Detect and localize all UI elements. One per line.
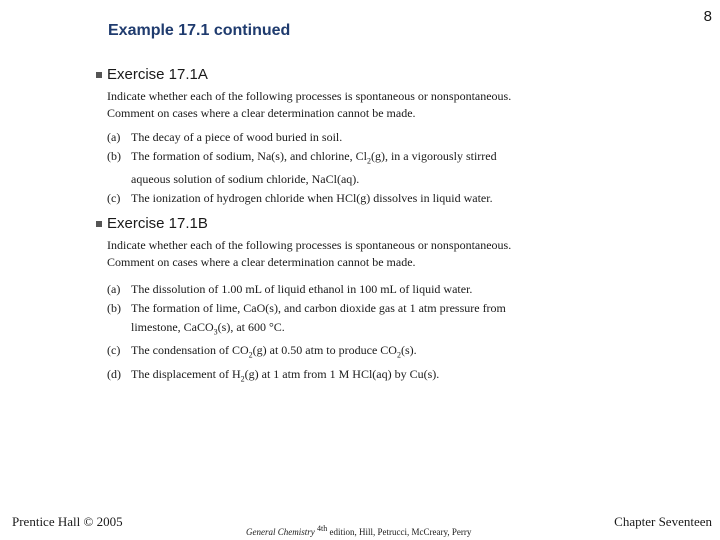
intro-line: Comment on cases where a clear determination cannot be made. bbox=[107, 106, 416, 120]
subscript: 2 bbox=[396, 350, 401, 360]
item-label: (a) bbox=[107, 130, 121, 144]
item-text bbox=[131, 365, 587, 388]
exercise-b-intro bbox=[107, 237, 587, 271]
page-number: 8 bbox=[703, 8, 712, 25]
edition-superscript: 4th bbox=[317, 524, 328, 533]
subscript: 2 bbox=[248, 350, 253, 360]
text-part: The formation of lime, CaO(s), and carbon dioxide gas at 1 atm pressure from bbox=[131, 301, 506, 315]
item-label: (b) bbox=[107, 301, 121, 315]
bullet-icon bbox=[96, 221, 102, 227]
subscript: 2 bbox=[366, 156, 371, 166]
exercise-a-items bbox=[107, 128, 587, 208]
list-item bbox=[107, 147, 587, 189]
exercise-b-items bbox=[107, 280, 587, 388]
list-item bbox=[107, 299, 587, 341]
item-text bbox=[131, 147, 587, 189]
text-part: (g) at 1 atm from 1 M HCl(aq) by Cu(s). bbox=[244, 366, 440, 381]
book-title: General Chemistry bbox=[246, 527, 315, 537]
text-part: The condensation of CO bbox=[131, 343, 249, 358]
subscript: 2 bbox=[240, 374, 245, 384]
footer-chapter: Chapter Seventeen bbox=[614, 514, 712, 529]
exercise-a-intro bbox=[107, 88, 587, 122]
intro-line: Indicate whether each of the following processes is spontaneous or nonspontaneous. bbox=[107, 89, 512, 103]
exercise-a-heading bbox=[96, 66, 208, 83]
list-item bbox=[107, 128, 587, 147]
item-label: (d) bbox=[107, 366, 121, 381]
text-part: aqueous solution of sodium chloride, NaCl(aq). bbox=[131, 172, 360, 187]
list-item bbox=[107, 341, 587, 364]
book-authors: edition, Hill, Petrucci, McCreary, Perry bbox=[327, 527, 472, 537]
text-part: The formation of sodium, Na(s), and chlorine, Cl bbox=[131, 149, 367, 163]
intro-line: Indicate whether each of the following processes is spontaneous or nonspontaneous. bbox=[107, 238, 512, 252]
text-part: The displacement of H bbox=[131, 366, 241, 381]
list-item bbox=[107, 365, 587, 388]
text-part: (g), in a vigorously stirred bbox=[370, 149, 497, 163]
list-item bbox=[107, 189, 587, 208]
item-text bbox=[131, 341, 587, 364]
item-text: The ionization of hydrogen chloride when HCl(g) dissolves in liquid water. bbox=[131, 191, 493, 206]
intro-line: Comment on cases where a clear determination cannot be made. bbox=[107, 255, 416, 269]
item-text bbox=[131, 299, 587, 341]
text-part: (g) at 0.50 atm to produce CO bbox=[252, 343, 397, 358]
item-label: (c) bbox=[107, 191, 121, 206]
subscript: 3 bbox=[213, 327, 218, 337]
exercise-a-title: Exercise 17.1A bbox=[107, 66, 208, 83]
footer-publisher: Prentice Hall © 2005 bbox=[12, 514, 123, 529]
item-text: The decay of a piece of wood buried in soil. bbox=[131, 130, 343, 144]
item-label: (a) bbox=[107, 282, 121, 296]
item-label: (c) bbox=[107, 343, 121, 358]
text-part: (s). bbox=[400, 343, 417, 358]
page-title: Example 17.1 continued bbox=[108, 22, 291, 39]
text-part: (s), at 600 °C. bbox=[217, 320, 285, 334]
item-label: (b) bbox=[107, 149, 121, 163]
text-part: limestone, CaCO bbox=[131, 320, 214, 334]
list-item bbox=[107, 280, 587, 299]
bullet-icon bbox=[96, 72, 102, 78]
footer-book bbox=[246, 524, 471, 537]
exercise-b-heading bbox=[96, 215, 208, 232]
exercise-b-title: Exercise 17.1B bbox=[107, 215, 208, 232]
item-text: The dissolution of 1.00 mL of liquid ethanol in 100 mL of liquid water. bbox=[131, 282, 473, 296]
